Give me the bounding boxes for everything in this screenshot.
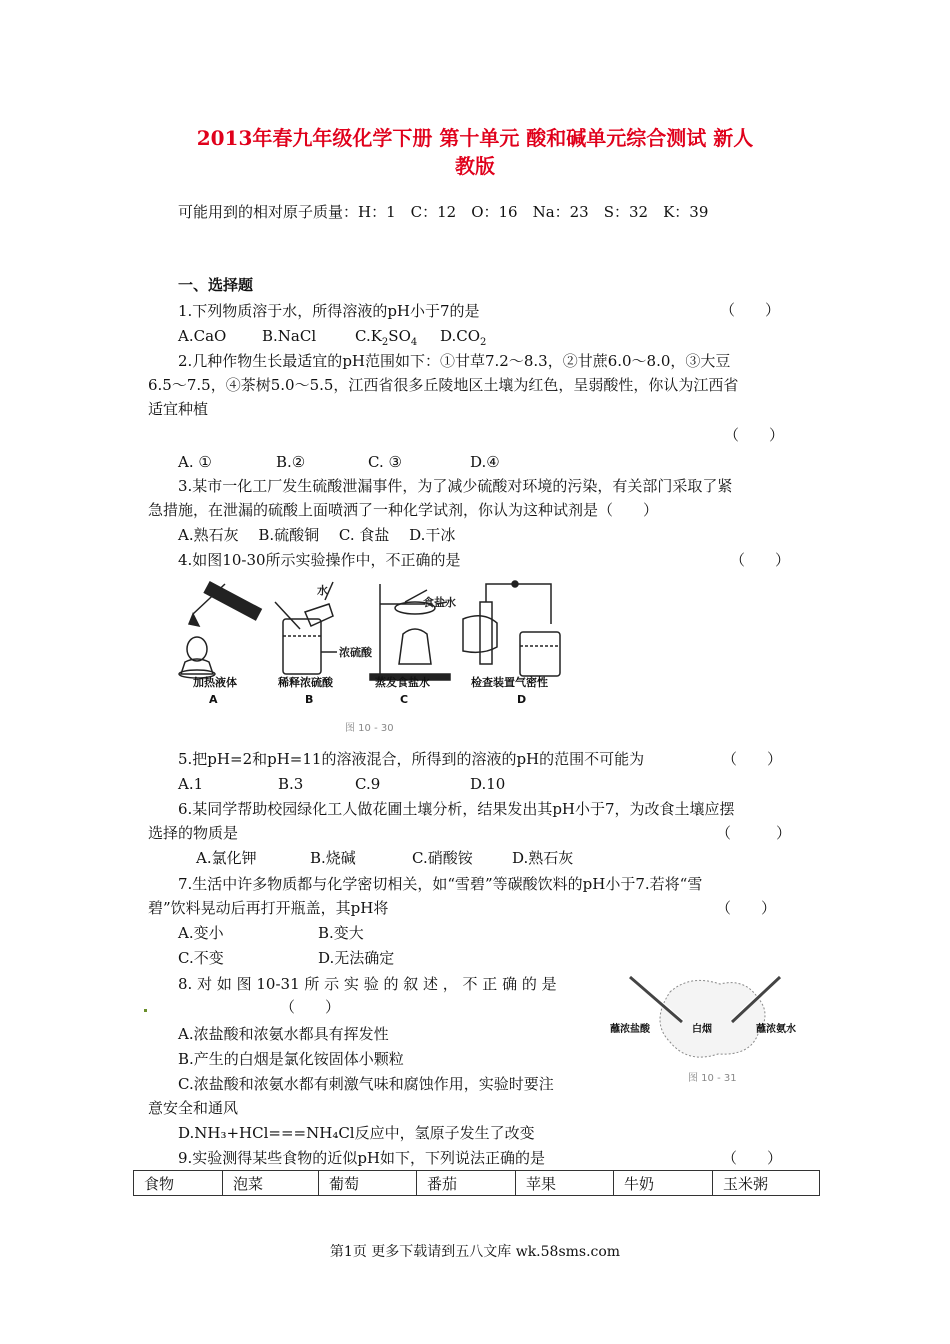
q8-option-c-line-2: 意安全和通风 xyxy=(148,1099,239,1117)
section-heading: 一、选择题 xyxy=(178,276,254,294)
q7-line-1: 7.生活中许多物质都与化学密切相关，如“雪碧”等碳酸饮料的pH小于7.若将“雪 xyxy=(178,875,703,893)
q2-option-a: A. ① xyxy=(178,453,212,471)
q6-option-b: B.烧碱 xyxy=(310,849,356,867)
q6-line-2: 选择的物质是 xyxy=(148,824,239,842)
q2-option-d: D.④ xyxy=(470,453,500,471)
title-line-1: 2013年春九年级化学下册 第十单元 酸和碱单元综合测试 新人 xyxy=(196,126,754,150)
atomic-masses: 可能用到的相对原子质量：H：1 C：12 O：16 Na：23 S：32 K：39 xyxy=(178,203,709,221)
title-line-2: 教版 xyxy=(455,154,495,178)
q5-stem: 5.把pH=2和pH=11的溶液混合，所得到的溶液的pH的范围不可能为 xyxy=(178,750,645,768)
q7-option-a: A.变小 xyxy=(178,924,224,942)
q1-option-d: $D.CO_2$ xyxy=(440,327,487,348)
q2-option-c: C. ③ xyxy=(368,453,402,471)
q7-line-2: 碧”饮料晃动后再打开瓶盖，其pH将 xyxy=(148,899,389,917)
fig-number-10-31: 图 10 - 31 xyxy=(688,1073,737,1084)
fig-letter-a: A xyxy=(209,693,218,706)
q7-answer-paren: （ ） xyxy=(716,899,777,917)
q6-option-c: C.硝酸铵 xyxy=(412,849,473,867)
figure-10-30 xyxy=(175,574,575,734)
q4-stem: 4.如图10-30所示实验操作中，不正确的是 xyxy=(178,551,461,569)
q2-option-b: B.② xyxy=(276,453,306,471)
table-cell: 食物 xyxy=(134,1171,223,1196)
fig-letter-d: D xyxy=(517,693,527,706)
q2-line-1: 2.几种作物生长最适宜的pH范围如下：①甘草7.2～8.3，②甘蔗6.0～8.0，③大豆 xyxy=(178,352,731,370)
fig-letter-c: C xyxy=(400,693,409,706)
q3-line-2: 急措施，在泄漏的硫酸上面喷洒了一种化学试剂，你认为这种试剂是（ ） xyxy=(148,501,659,519)
q6-answer-paren: （ ） xyxy=(716,824,792,842)
fig-label-water: 水 xyxy=(317,584,328,597)
q7-option-b: B.变大 xyxy=(318,924,364,942)
q2-answer-paren: （ ） xyxy=(724,426,785,444)
table-cell: 苹果 xyxy=(516,1171,614,1196)
table-cell: 泡菜 xyxy=(223,1171,319,1196)
fig-letter-b: B xyxy=(305,693,314,706)
fig-caption-c: 蒸发食盐水 xyxy=(375,676,430,689)
fig-caption-b: 稀释浓硫酸 xyxy=(278,676,333,689)
q9-answer-paren: （ ） xyxy=(722,1149,783,1167)
table-cell: 牛奶 xyxy=(614,1171,713,1196)
q2-line-3: 适宜种植 xyxy=(148,400,209,418)
q1-option-c: $C.K_2SO_4$ xyxy=(355,327,418,348)
q8-stem: 8. 对 如 图 10-31 所 示 实 验 的 叙 述 ， 不 正 确 的 是 xyxy=(178,975,557,993)
q8-option-b: B.产生的白烟是氯化铵固体小颗粒 xyxy=(178,1050,404,1068)
q6-option-d: D.熟石灰 xyxy=(512,849,574,867)
q1-option-a: A.CaO xyxy=(178,327,227,345)
q5-option-b: B.3 xyxy=(278,775,304,793)
lab-operations-illustration xyxy=(175,574,575,734)
q2-line-2: 6.5～7.5，④茶树5.0～5.5，江西省很多丘陵地区土壤为红色，呈弱酸性，你认为江西省 xyxy=(148,376,739,394)
q6-line-1: 6.某同学帮助校园绿化工人做花圃土壤分析，结果发出其pH小于7，为改食土壤应摆 xyxy=(178,800,735,818)
table-row xyxy=(134,1171,820,1196)
q5-option-d: D.10 xyxy=(470,775,506,793)
q3-line-1: 3.某市一化工厂发生硫酸泄漏事件，为了减少硫酸对环境的污染，有关部门采取了紧 xyxy=(178,477,733,495)
fig-label-ammonia: 蘸浓氨水 xyxy=(756,1024,796,1035)
fig-label-hcl: 蘸浓盐酸 xyxy=(610,1024,650,1035)
q1-option-b: B.NaCl xyxy=(262,327,317,345)
fig-number-10-30: 图 10 - 30 xyxy=(345,723,394,734)
q5-option-c: C.9 xyxy=(355,775,381,793)
q1-stem: 1.下列物质溶于水，所得溶液的pH小于7的是 xyxy=(178,302,480,320)
q7-option-c: C.不变 xyxy=(178,949,224,967)
q5-answer-paren: （ ） xyxy=(722,750,783,768)
fig-caption-a: 加热液体 xyxy=(193,676,237,689)
fig-caption-d: 检查装置气密性 xyxy=(471,676,548,689)
q1-answer-paren: （ ） xyxy=(720,301,781,319)
table-cell: 葡萄 xyxy=(319,1171,417,1196)
food-ph-table xyxy=(133,1170,820,1196)
q8-option-d: D.NH₃+HCl===NH₄Cl反应中，氢原子发生了改变 xyxy=(178,1124,535,1142)
q8-option-c-line-1: C.浓盐酸和浓氨水都有刺激气味和腐蚀作用，实验时要注 xyxy=(178,1075,554,1093)
fig-label-acid: 浓硫酸 xyxy=(339,646,372,659)
table-cell: 玉米粥 xyxy=(713,1171,820,1196)
q7-option-d: D.无法确定 xyxy=(318,949,395,967)
figure-10-31 xyxy=(610,972,810,1082)
q8-option-a: A.浓盐酸和浓氨水都具有挥发性 xyxy=(178,1025,389,1043)
stray-dot xyxy=(144,1009,147,1012)
page-footer: 第1页 更多下载请到五八文库 wk.58sms.com xyxy=(329,1244,621,1260)
q5-option-a: A.1 xyxy=(178,775,204,793)
q8-answer-paren: （ ） xyxy=(280,998,341,1016)
page-title xyxy=(150,124,800,180)
fig-label-white-smoke: 白烟 xyxy=(692,1024,712,1035)
q3-options: A.熟石灰 B.硫酸铜 C. 食盐 D.干冰 xyxy=(178,526,456,544)
q4-answer-paren: （ ） xyxy=(730,551,791,569)
heating-liquid-apparatus xyxy=(179,582,261,678)
q9-stem: 9.实验测得某些食物的近似pH如下，下列说法正确的是 xyxy=(178,1149,545,1167)
airtightness-apparatus xyxy=(463,581,560,676)
table-cell: 番茄 xyxy=(417,1171,516,1196)
fig-label-salt-water: 食盐水 xyxy=(423,596,456,609)
q6-option-a: A.氯化钾 xyxy=(196,849,257,867)
